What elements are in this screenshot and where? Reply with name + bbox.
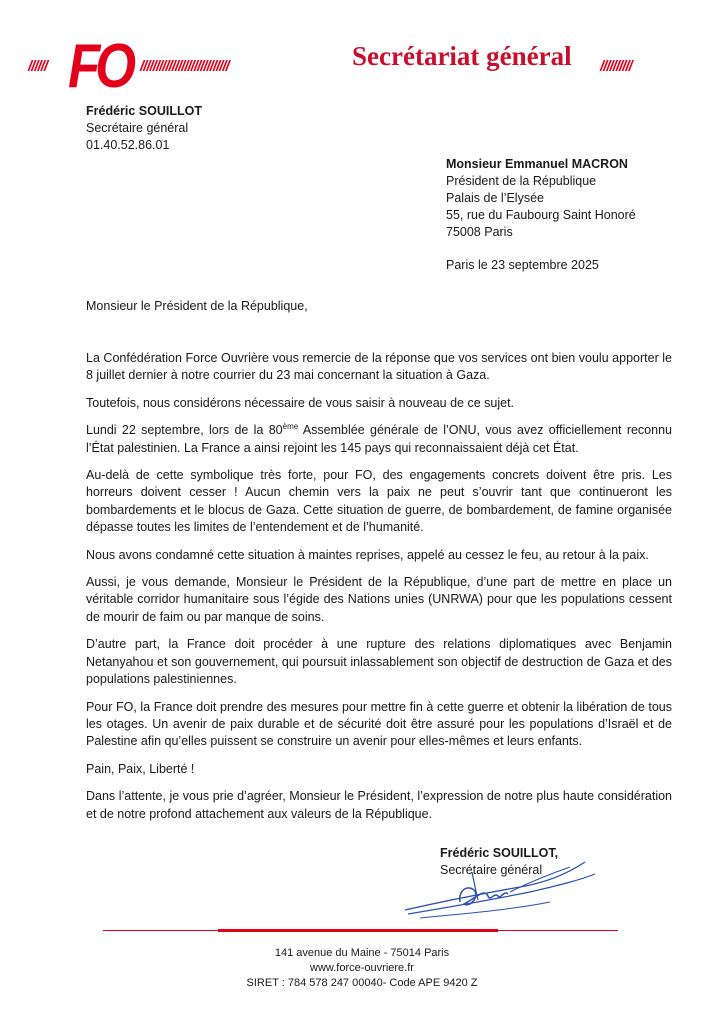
letter-date: Paris le 23 septembre 2025: [446, 258, 599, 272]
footer-siret: SIRET : 784 578 247 00040- Code APE 9420 Z: [246, 977, 478, 989]
paragraph: La Confédération Force Ouvrière vous remercie de la réponse que vos services ont bien voulu apporter le 8 juillet dernier à notre courrier du 23 mai concernant la situation à Gaza.: [86, 351, 672, 383]
right-slashes: //////////: [600, 58, 632, 75]
recipient-line: 75008 Paris: [446, 225, 513, 239]
letterhead-title: Secrétariat général: [352, 41, 572, 71]
signature-block: [440, 845, 558, 879]
footer-website: www.force-ouvriere.fr: [310, 962, 414, 974]
sender-role: Secrétaire général: [86, 121, 189, 135]
paragraph: Toutefois, nous considérons nécessaire de vous saisir à nouveau de ce sujet.: [86, 395, 515, 410]
superscript: ème: [282, 422, 299, 432]
sender-phone: 01.40.52.86.01: [86, 138, 170, 152]
sender-block: [86, 103, 202, 154]
salutation: Monsieur le Président de la République,: [86, 299, 308, 313]
recipient-line: 55, rue du Faubourg Saint Honoré: [446, 208, 636, 222]
recipient-block: [446, 156, 636, 241]
paragraph: Dans l’attente, je vous prie d’agréer, Monsieur le Président, l’expression de notre plus haute considération et de notre profond attachement aux valeurs de la République.: [86, 789, 672, 821]
paragraph: Pain, Paix, Liberté !: [86, 761, 195, 776]
paragraph: D’autre part, la France doit procéder à une rupture des relations diplomatiques avec Benjamin Netanyahou et son gouvernement, qui poursuit inlassablement son objectif de destruction de Gaza et des populations palestiniennes.: [86, 637, 672, 687]
middle-slashes: ////////////////////////////: [140, 58, 229, 75]
paragraph: Au-delà de cette symbolique très forte, pour FO, des engagements concrets doivent être pris. Les horreurs doivent cesser ! Aucun chemin vers la paix ne peut s’ouvrir tant que continueront les bombardements et le blocus de Gaza. Cette situation de guerre, de bombardement, de famine organisée dépasse toutes les limites de l’entendement et de l’humanité.: [86, 468, 672, 535]
fo-logo: FO: [68, 32, 131, 101]
paragraph: Aussi, je vous demande, Monsieur le Président de la République, d’une part de mettre en place un véritable corridor humanitaire sous l’égide des Nations unies (UNRWA) pour que les populations cessent de mourir de faim ou par manque de soins.: [86, 575, 672, 624]
paragraph: Nous avons condamné cette situation à maintes reprises, appelé au cessez le feu, au retour à la paix.: [86, 547, 649, 562]
sender-name: Frédéric SOUILLOT: [86, 104, 202, 118]
letterhead: [28, 32, 668, 106]
signatory-name: Frédéric SOUILLOT,: [440, 846, 559, 860]
letter-body: [86, 350, 672, 833]
recipient-line: Palais de l’Elysée: [446, 191, 544, 205]
paragraph: Pour FO, la France doit prendre des mesures pour mettre fin à cette guerre et obtenir la libération de tous les otages. Un avenir de paix durable et de sécurité doit être assuré pour les populations d’Israël et de Palestine afin qu’elles puissent se construire un avenir pour elles-mêmes et leurs enfants.: [86, 699, 672, 749]
left-slashes: //////: [28, 58, 48, 75]
footer-divider-accent: [218, 929, 498, 932]
footer: [0, 946, 724, 991]
recipient-name: Monsieur Emmanuel MACRON: [446, 157, 628, 171]
recipient-line: Président de la République: [446, 174, 597, 188]
paragraph: Lundi 22 septembre, lors de la 80ème Assemblée générale de l’ONU, vous avez officiellement reconnu l’État palestinien. La France a ainsi rejoint les 145 pays qui reconnaissaient déjà cet État.: [86, 422, 672, 455]
signatory-role: Secrétaire général: [440, 863, 543, 877]
footer-address: 141 avenue du Maine - 75014 Paris: [274, 947, 450, 959]
